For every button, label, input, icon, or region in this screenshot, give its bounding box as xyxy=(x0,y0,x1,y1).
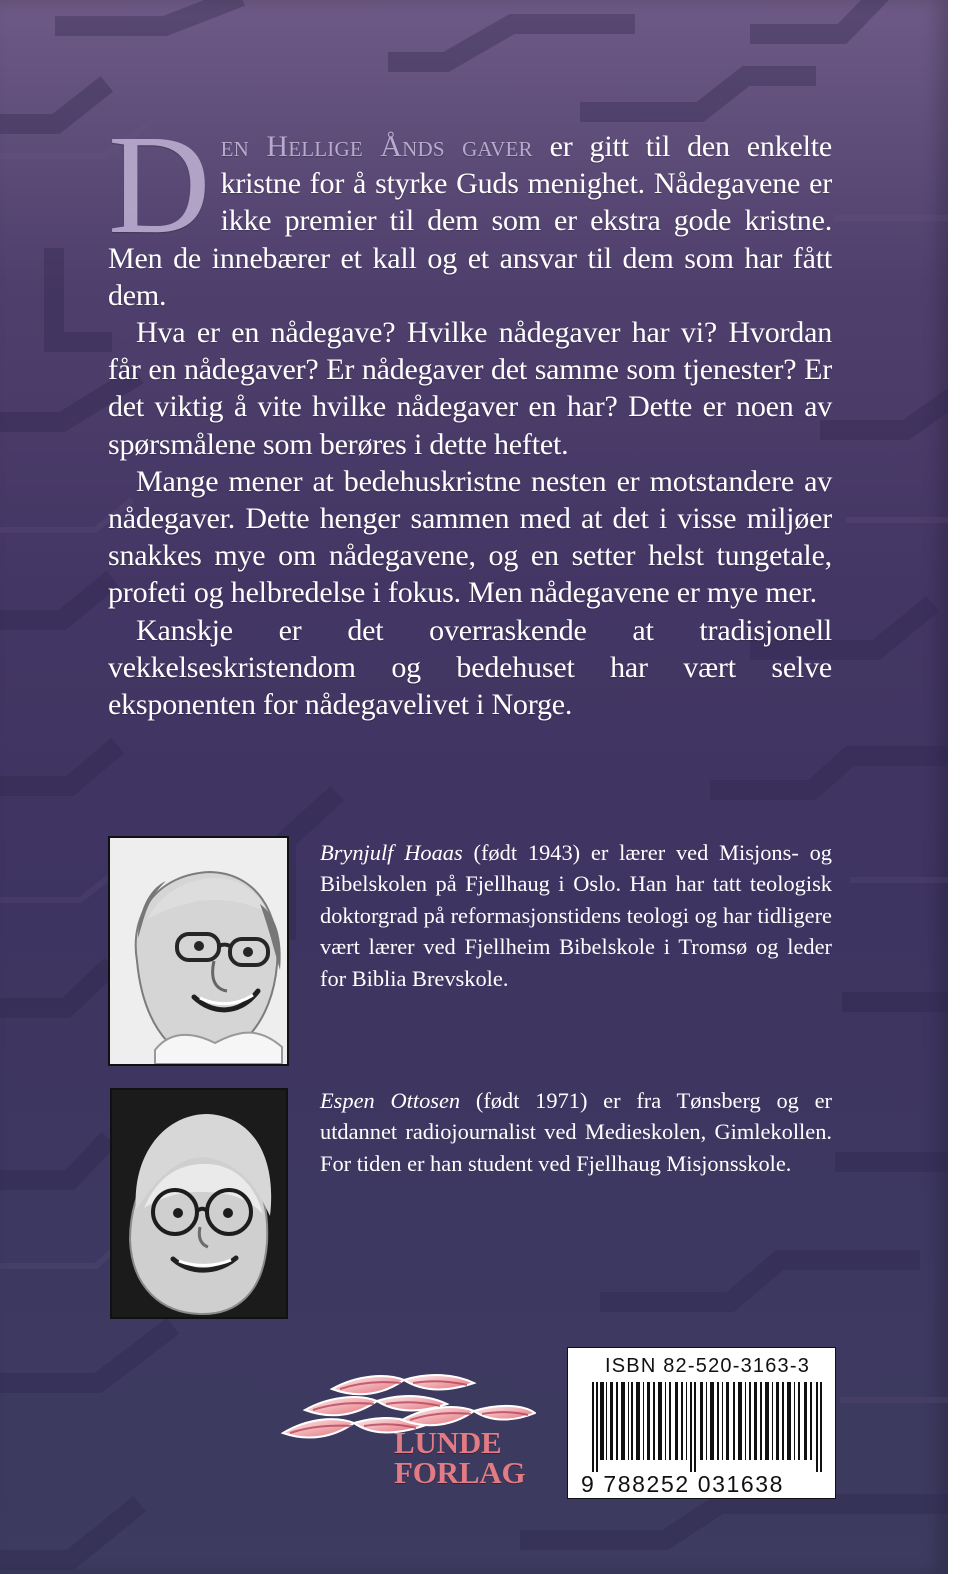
young-man-portrait-icon xyxy=(112,1090,286,1317)
author-name: Espen Ottosen xyxy=(320,1088,461,1113)
publisher-wordmark xyxy=(394,1425,526,1490)
man-portrait-icon xyxy=(110,838,287,1064)
publisher-line-1: LUNDE xyxy=(394,1425,502,1460)
author-bio-text: (født 1943) er lærer ved Misjons- og Bibelskolen på Fjellhaug i Oslo. Han har tatt teologisk doktorgrad på reformasjonstidens teologi og har tidligere vært lærer ved Fjellheim Bibelskole i Tromsø og leder for Biblia Brevskole. xyxy=(320,840,832,991)
cover-copy xyxy=(108,105,832,723)
paragraph-questions: Hva er en nådegave? Hvilke nådegaver har vi? Hvordan får en nådegaver? Er nådegaver det samme som tjenester? Er det viktig å vite hvilke nådegaver en har? Dette er noen av spørsmålene som berøres i dette heftet. xyxy=(108,316,832,461)
intro-section xyxy=(108,105,832,314)
author-bio xyxy=(320,837,832,994)
author-bio xyxy=(320,1085,832,1179)
barcode-icon xyxy=(592,1382,828,1472)
intro-small-caps: en Hellige Ånds gaver xyxy=(220,130,533,163)
publisher-logo xyxy=(280,1365,536,1505)
publisher-line-2: FORLAG xyxy=(394,1455,526,1490)
author-bio-text: (født 1971) er fra Tønsberg og er utdannet radiojournalist ved Medieskolen, Gimlekollen. For tiden er han student ved Fjellhaug Misjonsskole. xyxy=(320,1088,832,1176)
ean-number: 9 788252 031638 xyxy=(581,1471,785,1497)
author-photo xyxy=(110,1088,288,1319)
intro-text: er gitt til den enkelte kristne for å styrke Guds menighet. Nådegavene er ikke premier til dem som er ekstra gode kristne. Men de innebærer et kall og et ansvar til dem som har fått dem. xyxy=(108,130,832,312)
paragraph-tradisjonell: Kanskje er det overraskende at tradisjonell vekkelseskristendom og bedehuset har vært selve eksponenten for nådegavelivet i Norge. xyxy=(108,613,832,722)
intro-paragraph xyxy=(108,105,832,314)
isbn-number: ISBN 82-520-3163-3 xyxy=(605,1355,811,1377)
paragraph-bedehus: Mange mener at bedehuskristne nesten er motstandere av nådegaver. Dette henger sammen med at det i visse miljøer snakkes mye om nådegavene, og en setter helst tungetale, profeti og helbredelse i fokus. Men nådegavene er mye mer. xyxy=(108,464,832,610)
barcode-label xyxy=(567,1347,836,1499)
author-photo xyxy=(108,836,289,1066)
author-name: Brynjulf Hoaas xyxy=(320,840,463,865)
drop-cap-letter: D xyxy=(108,105,211,263)
